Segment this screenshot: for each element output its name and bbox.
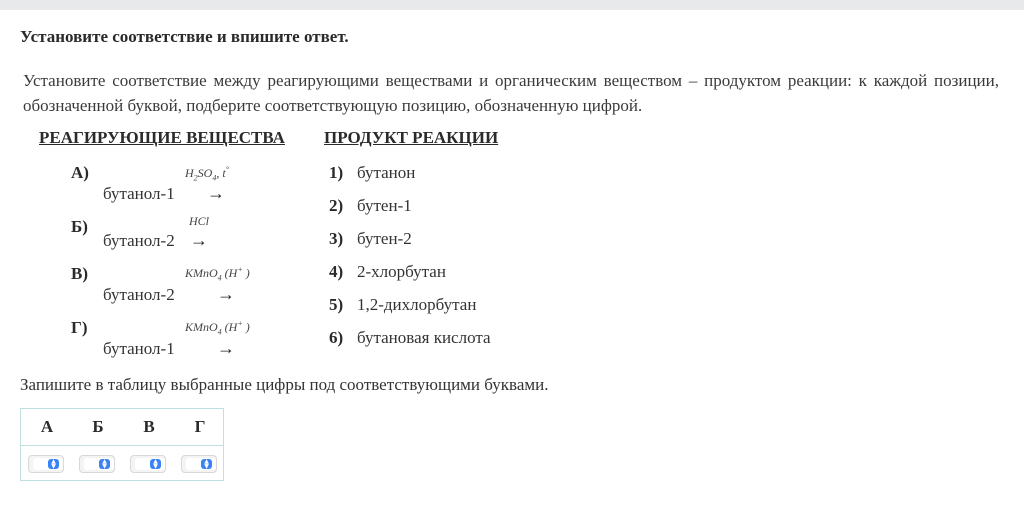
reaction-condition-v: KMnO$_4$ (H+ ) — [185, 265, 250, 283]
updown-chevron-icon: ▲ ▼ — [150, 459, 161, 469]
updown-chevron-icon: ▲ ▼ — [48, 459, 59, 469]
answer-header-b: Б — [92, 417, 104, 436]
product-number-1: 1) — [329, 163, 344, 182]
reactant-letter-v: В) — [71, 264, 88, 283]
answer-header-g: Г — [194, 417, 206, 436]
answer-select-v[interactable] — [130, 455, 166, 473]
products-header: ПРОДУКТ РЕАКЦИИ — [324, 128, 499, 147]
reaction-arrow-b: → — [190, 230, 208, 250]
reactant-substance-v: бутанол-2 — [103, 285, 175, 304]
answer-header-v: В — [143, 417, 155, 436]
reactant-substance-g: бутанол-1 — [103, 339, 175, 358]
top-bar — [0, 0, 1024, 10]
reactant-letter-a: А) — [71, 163, 89, 182]
reaction-condition-a: $H_2SO_4$, t° — [185, 165, 229, 183]
answer-select-g[interactable] — [181, 455, 217, 473]
answer-header-a: А — [40, 417, 54, 436]
product-text-1: бутанон — [357, 163, 416, 182]
reactant-substance-b: бутанол-2 — [103, 231, 175, 250]
product-number-4: 4) — [329, 262, 344, 281]
product-text-3: бутен-2 — [357, 229, 412, 248]
task-title: Установите соответствие и впишите ответ. — [20, 27, 349, 46]
product-text-4: 2-хлорбутан — [357, 262, 446, 281]
reactant-letter-b: Б) — [71, 217, 88, 236]
product-number-6: 6) — [329, 328, 344, 347]
answer-table-header — [21, 409, 223, 446]
reaction-condition-g: KMnO$_4$ (H+ ) — [185, 319, 250, 337]
reactant-letter-g: Г) — [71, 318, 88, 337]
product-number-3: 3) — [329, 229, 344, 248]
product-number-5: 5) — [329, 295, 344, 314]
updown-chevron-icon: ▲ ▼ — [201, 459, 212, 469]
product-text-2: бутен-1 — [357, 196, 412, 215]
answer-select-b[interactable] — [79, 455, 115, 473]
task-instruction: Установите соответствие между реагирующими веществами и органическим веществом – продуктом реакции: к каждой позиции, обозначенной буквой, подберите соответствующую позицию, обозначенную цифрой. — [23, 71, 999, 115]
answer-table — [20, 408, 224, 481]
reactants-header: РЕАГИРУЮЩИЕ ВЕЩЕСТВА — [39, 128, 285, 147]
updown-chevron-icon: ▲ ▼ — [99, 459, 110, 469]
answer-select-a[interactable] — [28, 455, 64, 473]
product-number-2: 2) — [329, 196, 344, 215]
product-text-6: бутановая кислота — [357, 328, 491, 347]
reaction-arrow-v: → — [217, 284, 235, 304]
product-text-5: 1,2-дихлорбутан — [357, 295, 477, 314]
reaction-arrow-g: → — [217, 338, 235, 358]
answer-instruction: Запишите в таблицу выбранные цифры под соответствующими буквами. — [20, 375, 549, 394]
reaction-condition-b: HCl — [189, 214, 210, 228]
reaction-arrow-a: → — [207, 183, 225, 203]
reactant-substance-a: бутанол-1 — [103, 184, 175, 203]
